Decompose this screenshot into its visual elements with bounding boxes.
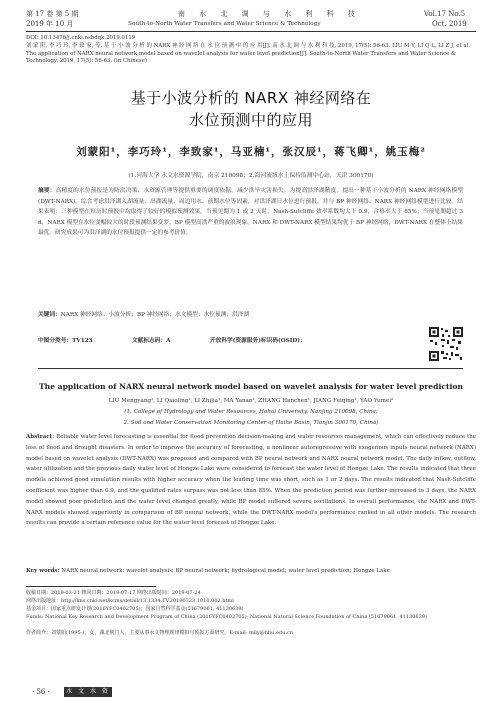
clc-number: 中图分类号：TV123 xyxy=(38,338,93,344)
title-cn-line2: 水位预测中的应用 xyxy=(188,111,313,129)
footnote-received: 收稿日期：2019-03-21 修回日期：2019-07-17 网络出版时间：2019-07-24 xyxy=(26,590,201,596)
abstract-en xyxy=(26,432,476,529)
keywords-en-label: Key words: xyxy=(26,568,60,574)
authors-en: LIU Mengyang¹, LI Qiaoling¹, LI Zhijia¹, MA Yanan¹, ZHANG Hanchen¹, JIANG Feiqing¹, YAO Yumei² xyxy=(108,398,394,404)
keywords-cn-text: NARX 神经网络；小波分析；BP 神经网络；水文模型；水位预测；洪泽湖 xyxy=(60,312,250,318)
abstract-cn xyxy=(38,186,463,239)
footnote-online-address: 网络出版地址：http://kns.cnki.net/kcms/detail/13.1334.TV.20190723.1010.002.html xyxy=(26,598,234,604)
footnote-author-bio: 作者简介：刘蒙阳(1995-)，女，湖北荆门人，主要从事水文物理规律模拟与预报方面研究。E-mail: mily@hhu.edu.cn xyxy=(26,630,293,636)
header-journal-en: South-to-North Water Transfers and Water Science & Technology xyxy=(128,21,321,27)
footer-section-label: 水 文 水 资 源 xyxy=(64,687,112,697)
footnote-rule xyxy=(26,586,156,587)
header-volume-issue: 第 17 卷 第 5 期 xyxy=(26,10,79,18)
page-number: · 56 · xyxy=(32,688,50,696)
keywords-cn xyxy=(38,310,463,321)
abstract-en-label: Abstract: xyxy=(26,434,55,440)
document-code: 文献标志码：A xyxy=(132,338,171,344)
abstract-cn-label: 摘要： xyxy=(38,188,56,194)
header-journal-cn: 南 水 北 调 与 水 利 科 技 xyxy=(178,10,361,18)
affiliation-en-1: (1. College of Hydrology and Water Resources, Hohai University, Nanjing 210098, China; xyxy=(124,409,378,415)
header-vol-no-en: Vol.17 No.5 xyxy=(424,10,466,18)
keywords-en xyxy=(26,566,476,577)
keywords-cn-label: 关键词： xyxy=(38,312,61,318)
abstract-cn-text: 高精度的水位预报是为防洪决策、水资源管理等提供重要的调度依据，减少洪旱灾害损失。为提高洪泽湖精度，提出一种基于小波分析的 NARX 神经网络模型(DWT-NARX)，综合考虑洪泽湖入湖流量、出湖流量、周边用水、前期水位等因素，对洪泽湖日水位进行预报，并与 BP 神经网络、NARX 神经网络模型进行比较。结果表明：三种模型在短历时预报中均取得了较好的模拟预测效果。当预见期为 1 或 2 天时，Nash-Sutcliffe 效率系数均大于 0.9，合格率大于 85%；当预见期超过 3 d，NARX 模型在水位变幅较大的时段预测结果变差，BP 模型高洪严重的波浪现象。NARX 和 DWT-NARX 模型结果均优于 BP 神经网络，DWT-NARX 在整体上结果最优。研究成果可为洪泽湖的水位预报提供一定的参考价值。 xyxy=(38,188,464,237)
title-en: The application of NARX neural network model based on wavelet analysis for water level prediction xyxy=(39,382,463,391)
divider-line xyxy=(38,368,463,369)
abstract-en-text: Reliable water level forecasting is essential for flood prevention decision-making and water resources management, which can effectively reduce the loss of flood and drought disasters. In order to improve the accuracy of forecasting, a nonlinear autoregressive with exogenous inputs neural network (NARX) model based on wavelet analysis (DWT-NARX) was proposed and compared with BP neural network and NARX neural network model. The daily inflow, outflow, water utilization and the previous daily water level of Hongze Lake were considered to forecast the water level of Hongze Lake. The results indicated that three models achieved good simulation results with higher accuracy when the leading time was short, such as 1 or 2 days. The results indicated that Nash-Sutcliffe coefficient was higher than 0.9, and the qualified rates surpass was not less than 85%. When the prediction period was further increased to 3 days, the NARX model showed poor prediction and the water level changed greatly, while BP model suffered severe oscillations. In overall performance, the NARX and DWT-NARX models showed superiority in comparison of BP neural network, while the DWT-NARX model's performance ranked in all other models. The research results can provide a certain reference value for the water level forecast of Hongze Lake. xyxy=(26,434,476,527)
header-date: 2019 年 10 月 xyxy=(26,20,74,28)
footnote-funds-en: Funds: National Key Research and Development Program of China (2016YFC0402705); National Natural Science Foundation of China (51679061, 41130639) xyxy=(26,614,427,620)
header-rule xyxy=(26,31,476,32)
keywords-en-text: NARX neural network; wavelet analysis; BP neural network; hydrological model; water level prediction; Hongze Lake xyxy=(61,568,390,574)
citation: 刘 蒙 阳, 李 巧 玲, 李 致 家, 等. 基 于 小 波 分 析 的 NARX 神 经 网 络 在 水 位 预 测 中 的 应 用[J]. 南 水 北 调 与 水 利 科 技, 2019, 17(5): 56-63. LIU M Y, LI Q L, LI Z J, et al. The application of NARX neural network model based on wavelet analysis for water level prediction[J]. South-to-North Water Transfers and Water Science & Technology, 2019, 17(5): 56-63. (in Chinese) xyxy=(26,43,470,65)
footnote-funds-cn: 基金项目：国家重点研发计划(2016YFC0402705)；国家自然科学基金(51679061, 41130639) xyxy=(26,606,244,612)
affiliation-cn: (1.河海大学 水文水资源学院，南京 210098；2.海河流域水土保持监测中心站，天津 300170) xyxy=(128,173,374,179)
title-cn-line1: 基于小波分析的 NARX 神经网络在 xyxy=(130,89,372,107)
authors-cn: 刘蒙阳¹，李巧玲¹，李致家¹，马亚楠¹，张汉辰¹，蒋飞卿¹，姚玉梅² xyxy=(76,146,426,158)
header-date-en: Oct. 2019 xyxy=(432,20,467,28)
doi-line: DOI: 10.13476/j.cnki.nsbdqk.2019.0119 xyxy=(26,35,136,41)
affiliation-en-2: 2. Soil and Water Conservation Monitoring Center of Haihe Basin, Tianjin 300170, China) xyxy=(123,420,379,426)
osid-label: 开放科学(资源服务)标识码(OSID)： xyxy=(210,338,306,344)
osid-qr-code xyxy=(428,326,464,362)
